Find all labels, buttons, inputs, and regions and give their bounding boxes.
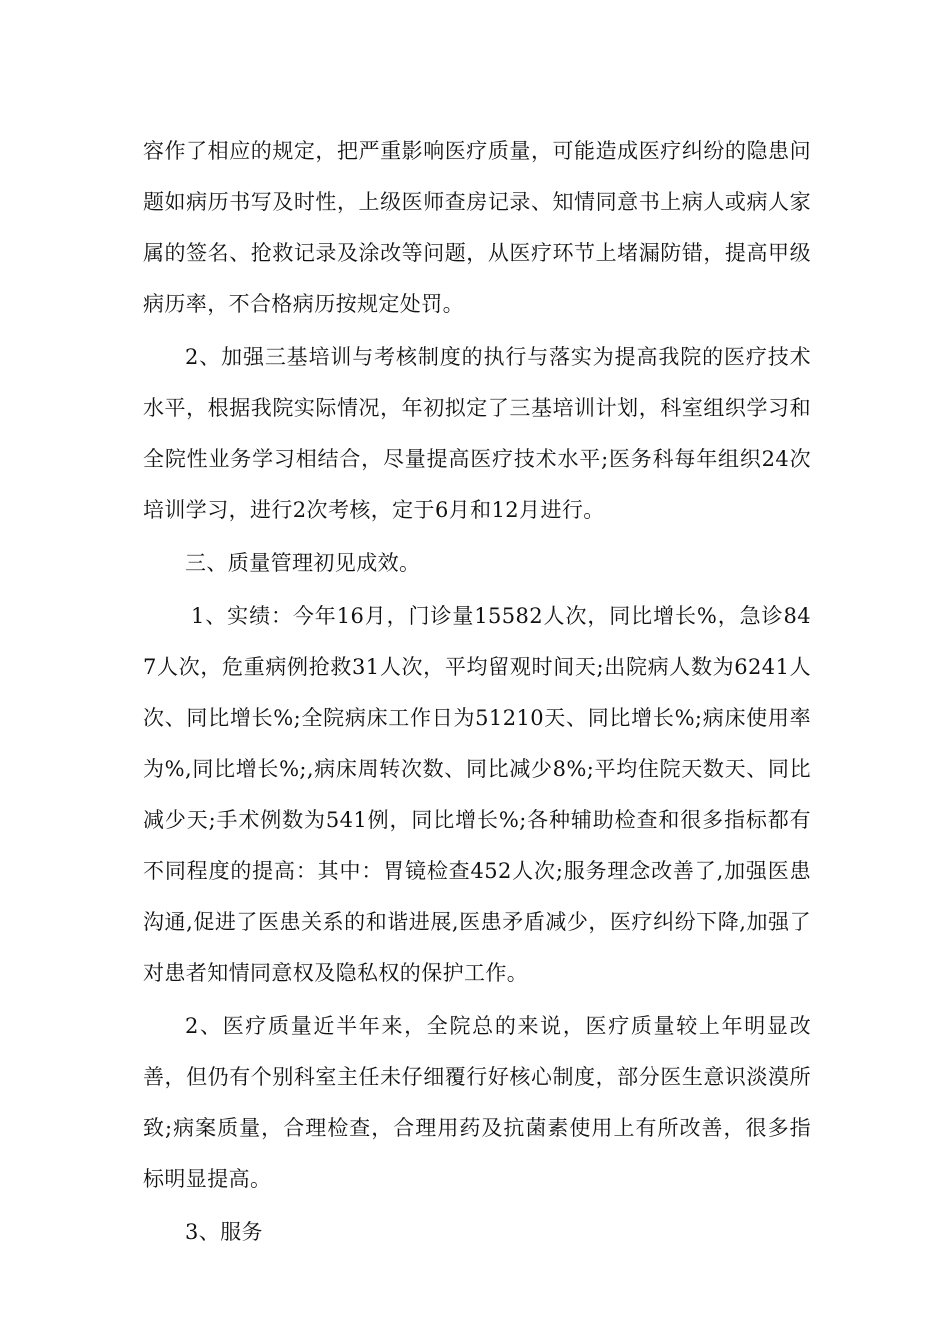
paragraph-service: 3、服务 bbox=[185, 1220, 263, 1244]
section-heading-quality: 三、质量管理初见成效。 bbox=[185, 551, 421, 575]
paragraph-training: 2、加强三基培训与考核制度的执行与落实为提高我院的医疗技术水平，根据我院实际情况，年初拟定了三基培训计划，科室组织学习和全院性业务学习相结合，尽量提高医疗技术水平;医务科每年组织24次培训学习，进行2次考核，定于6月和12月进行。 bbox=[143, 345, 811, 522]
paragraph-medical-records: 容作了相应的规定，把严重影响医疗质量，可能造成医疗纠纷的隐患问题如病历书写及时性，上级医师查房记录、知情同意书上病人或病人家属的签名、抢救记录及涂改等问题，从医疗环节上堵漏防错，提高甲级病历率，不合格病历按规定处罚。 bbox=[143, 139, 811, 316]
paragraph-medical-quality: 2、医疗质量近半年来，全院总的来说，医疗质量较上年明显改善，但仍有个别科室主任未仔细覆行好核心制度，部分医生意识淡漠所致;病案质量，合理检查，合理用药及抗菌素使用上有所改善，很多指标明显提高。 bbox=[143, 1014, 811, 1191]
paragraph-results: 1、实绩：今年16月，门诊量15582人次，同比增长%，急诊847人次，危重病例抢救31人次，平均留观时间天;出院病人数为6241人次、同比增长%;全院病床工作日为51210天、同比增长%;病床使用率为%,同比增长%;,病床周转次数、同比减少8%;平均住院天数天、同比减少天;手术例数为541例，同比增长%;各种辅助检查和很多指标都有不同程度的提高：其中：胃镜检查452人次;服务理念改善了,加强医患沟通,促进了医患关系的和谐进展,医患矛盾减少，医疗纠纷下降,加强了对患者知情同意权及隐私权的保护工作。 bbox=[143, 604, 811, 985]
document-page bbox=[143, 126, 811, 1258]
